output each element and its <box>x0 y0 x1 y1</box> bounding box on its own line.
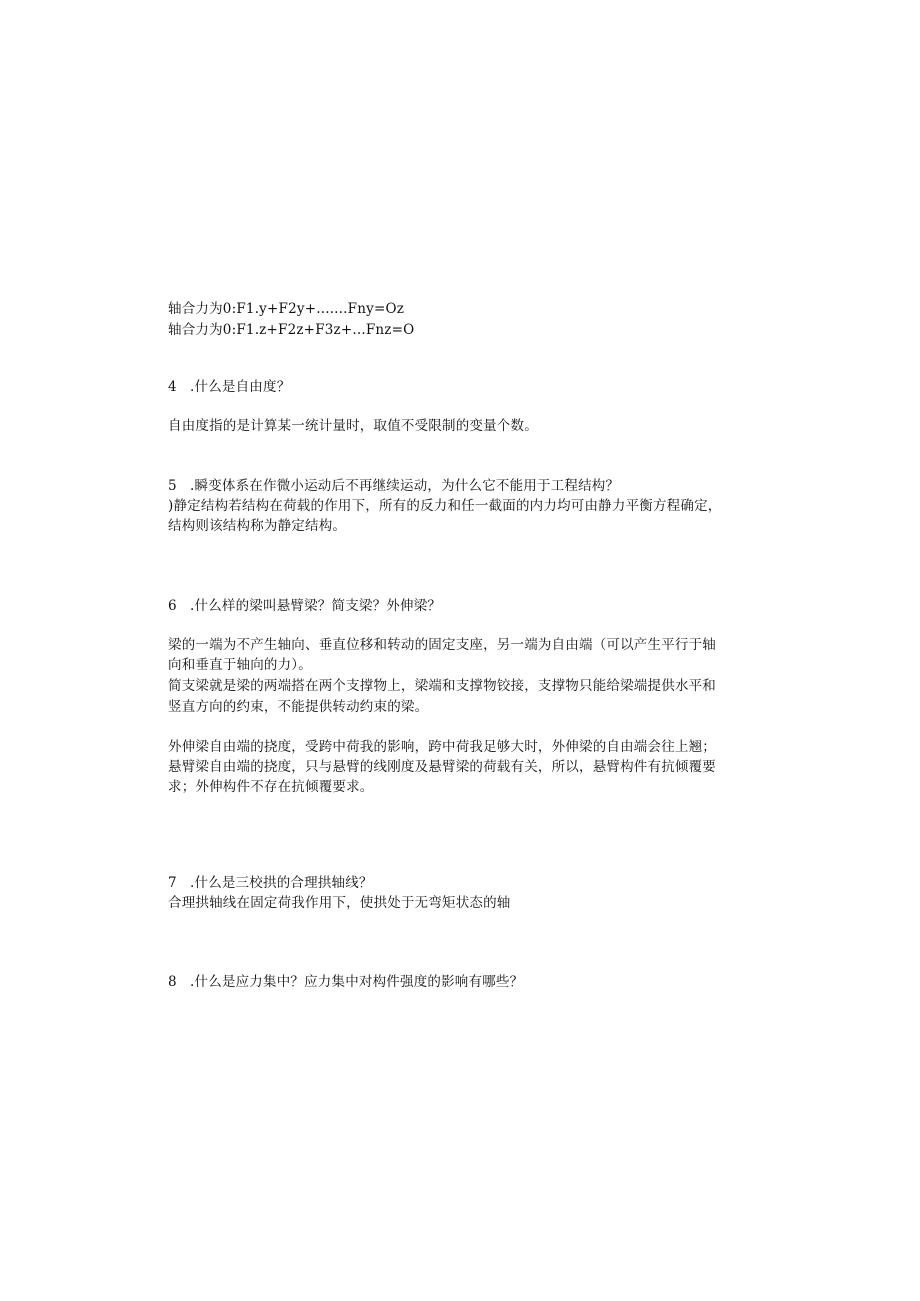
answer-line: 求；外伸构件不存在抗倾覆要求。 <box>168 779 374 795</box>
question-text: .什么是应力集中？应力集中对构件强度的影响有哪些？ <box>190 974 524 990</box>
answer-line: 向和垂直于轴向的力）。 <box>168 657 312 673</box>
question-text: .什么是三校拱的合理拱轴线？ <box>190 875 373 891</box>
answer-line: 合理拱轴线在固定荷我作用下，使拱处于无弯矩状态的轴 <box>168 895 511 911</box>
question-number: 6 <box>168 598 177 614</box>
answer-line: )静定结构若结构在荷载的作用下，所有的反力和任一截面的内力均可由静力平衡方程确定， <box>168 498 722 514</box>
answer-line: 结构则该结构称为静定结构。 <box>168 518 347 534</box>
answer-line: 悬臂梁自由端的挠度，只与悬臂的线刚度及悬臂梁的荷载有关，所以，悬臂构件有抗倾覆要 <box>168 759 716 775</box>
question-heading <box>168 377 290 397</box>
question-text: .什么是自由度？ <box>190 379 291 395</box>
question-text: .什么样的梁叫悬臂梁？简支梁？外伸梁？ <box>190 598 442 614</box>
question-number: 5 <box>168 478 177 494</box>
question-heading <box>168 476 619 496</box>
question-heading <box>168 873 373 893</box>
answer-line: 简支梁就是梁的两端搭在两个支撑物上，梁端和支撑物铰接，支撑物只能给梁端提供水平和 <box>168 678 716 694</box>
text-line: 轴合力为0:F1.y+F2y+.......Fny=Oz <box>168 301 405 317</box>
question-heading <box>168 596 441 616</box>
question-number: 7 <box>168 875 177 891</box>
question-heading <box>168 972 523 992</box>
answer-line: 梁的一端为不产生轴向、垂直位移和转动的固定支座，另一端为自由端（可以产生平行于轴 <box>168 637 716 653</box>
answer-line: 竖直方向的约束，不能提供转动约束的梁。 <box>168 699 429 715</box>
question-text: .瞬变体系在作微小运动后不再继续运动，为什么它不能用于工程结构？ <box>190 478 620 494</box>
text-line: 轴合力为0:F1.z+F2z+F3z+...Fnz=O <box>168 322 415 338</box>
answer-line: 外伸梁自由端的挠度，受跨中荷我的影响，跨中荷我足够大时，外伸梁的自由端会往上翘； <box>168 739 716 755</box>
question-number: 4 <box>168 379 177 395</box>
question-number: 8 <box>168 974 177 990</box>
answer-line: 自由度指的是计算某一统计量时，取值不受限制的变量个数。 <box>168 418 538 434</box>
